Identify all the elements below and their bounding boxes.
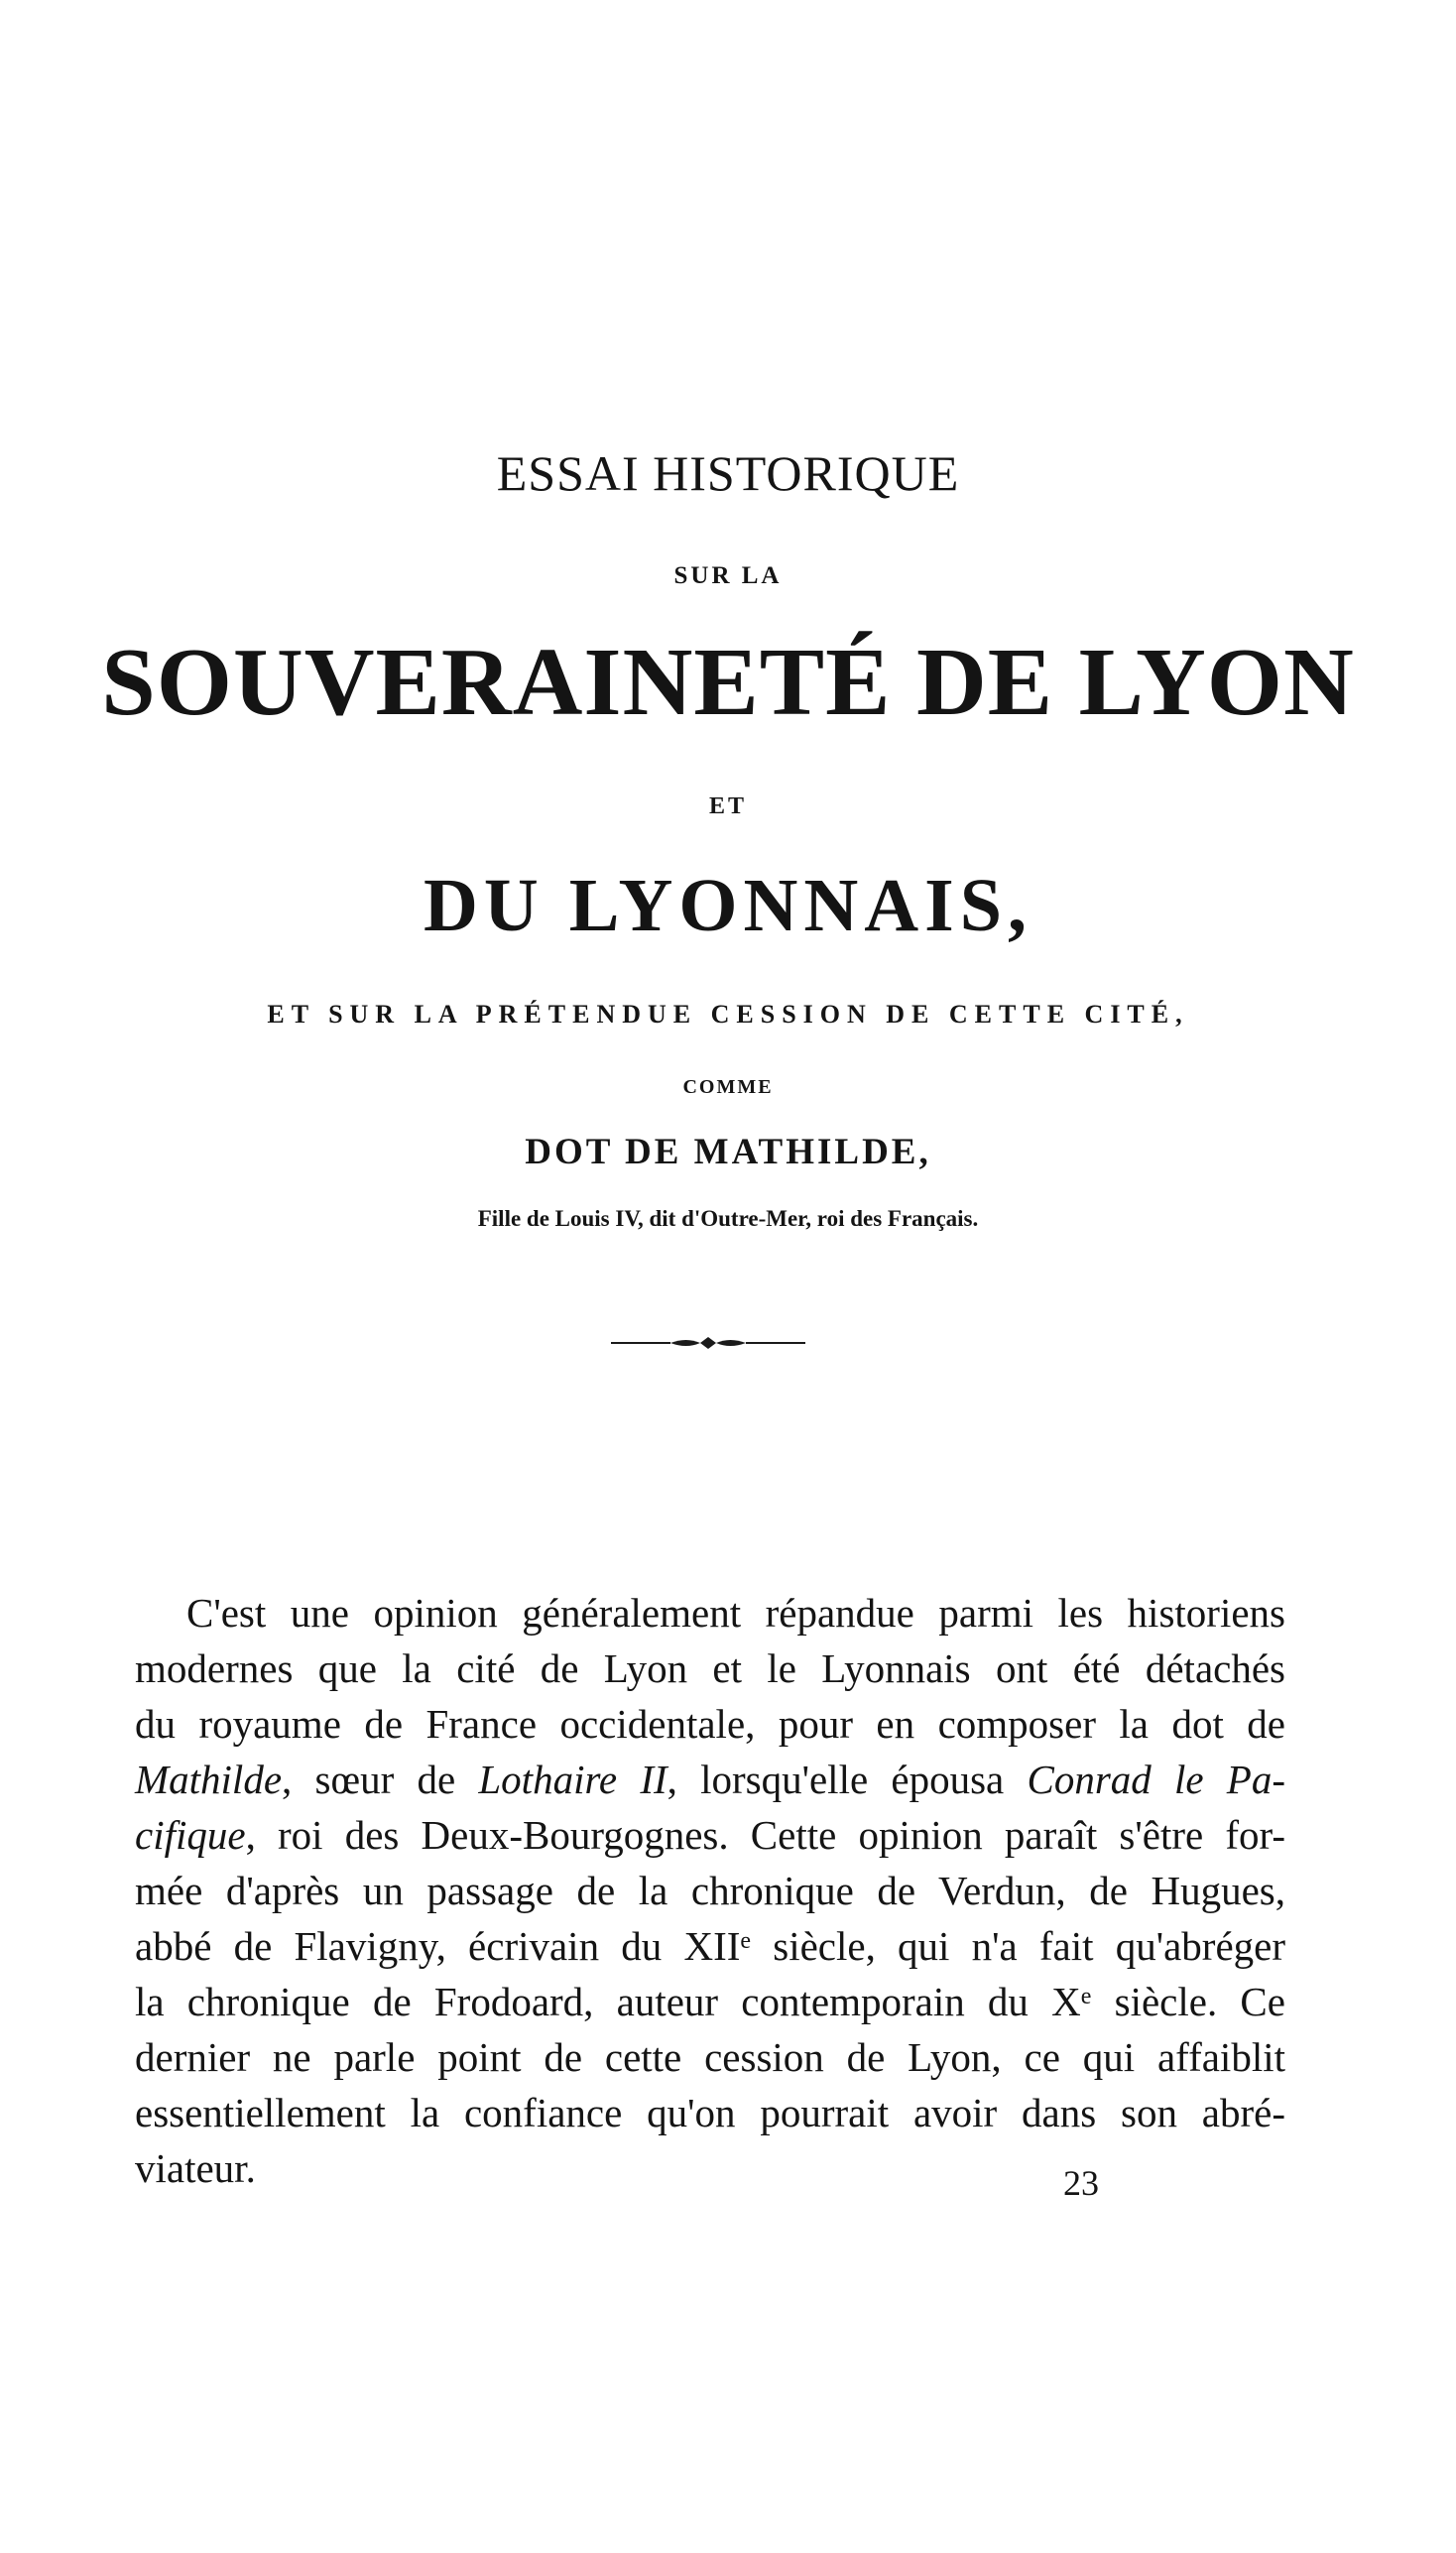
body-line [135, 1918, 1285, 1974]
italic-name-lothaire: Lothaire II [478, 1757, 667, 1802]
title-sur-la: SUR LA [673, 562, 783, 589]
body-text: siècle. Ce [1091, 1979, 1285, 2024]
title-essai-historique: ESSAI HISTORIQUE [496, 445, 960, 501]
title-du-lyonnais: DU LYONNAIS, [424, 864, 1032, 947]
page-number: 23 [1063, 2163, 1099, 2203]
body-line: essentiellement la confiance qu'on pourrait avoir dans son abré- [135, 2090, 1285, 2135]
body-line: mée d'après un passage de la chronique de Verdun, de Hugues, [135, 1868, 1285, 1913]
body-line: modernes que la cité de Lyon et le Lyonnais ont été détachés [135, 1645, 1285, 1691]
body-text: abbé de Flavigny, écrivain du XII [135, 1923, 741, 1969]
body-line: dernier ne parle point de cette cession de Lyon, ce qui affaiblit [135, 2034, 1285, 2080]
body-line: du royaume de France occidentale, pour en composer la dot de [135, 1701, 1285, 1747]
italic-name-conrad: Conrad le Pa- [1027, 1757, 1286, 1802]
title-souverainete-de-lyon: SOUVERAINETÉ DE LYON [101, 629, 1355, 736]
body-text: , roi des Deux-Bourgognes. Cette opinion paraît s'être for- [245, 1812, 1285, 1858]
body-line [135, 1974, 1285, 2029]
superscript: e [1080, 1984, 1092, 2009]
fleuron-rule-icon [609, 1331, 807, 1355]
body-text: siècle, qui n'a fait qu'abréger [751, 1923, 1285, 1969]
body-line: viateur. [135, 2145, 256, 2191]
body-text: , lorsqu'elle épousa [667, 1757, 1028, 1802]
title-et: ET [708, 793, 747, 819]
title-fille-de-louis-iv: Fille de Louis IV, dit d'Outre-Mer, roi des Français. [477, 1206, 979, 1231]
body-line [135, 1752, 1285, 1807]
superscript: e [740, 1928, 752, 1954]
title-pretendue-cession: ET SUR LA PRÉTENDUE CESSION DE CETTE CITÉ, [267, 1000, 1189, 1029]
title-comme: COMME [682, 1076, 774, 1098]
body-text: la chronique de Frodoard, auteur contemporain du X [135, 1979, 1081, 2024]
italic-name-mathilde: Mathilde [135, 1757, 283, 1802]
body-text: , sœur de [282, 1757, 479, 1802]
title-dot-de-mathilde: DOT DE MATHILDE, [525, 1132, 931, 1172]
body-line [135, 1807, 1285, 1863]
italic-name-pacifique: cifique [135, 1812, 246, 1858]
body-paragraph [135, 1585, 1285, 2196]
body-line: C'est une opinion généralement répandue parmi les historiens [186, 1590, 1285, 1636]
